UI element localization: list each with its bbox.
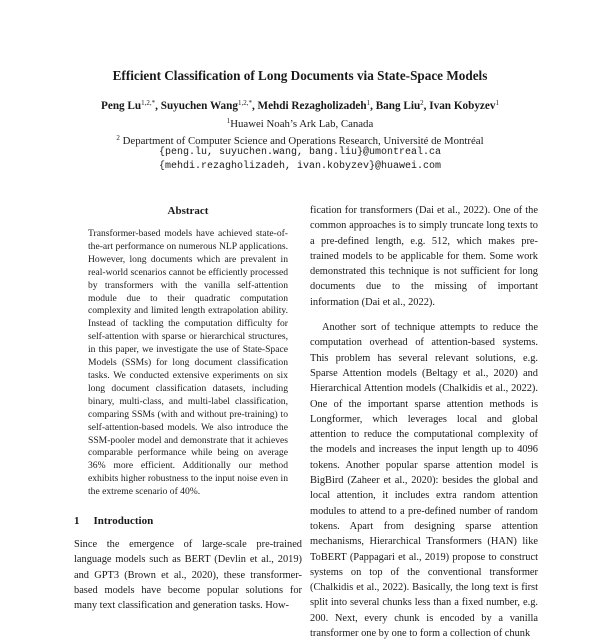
body-paragraph: fication for transformers (Dai et al., 2022). One of the common approaches is to simply truncate long texts to a pre-defined length, e.g. 512, which makes pre-trained models to be applicable for them. Some work demonstrated this technique is not sufficient for long documents due to the missing of important information (Dai et al., 2022). (310, 205, 538, 308)
right-column (310, 203, 538, 641)
abstract-heading: Abstract (167, 205, 209, 217)
author-name: Mehdi Rezagholizadeh (257, 100, 367, 112)
author-list: Peng $Lu^{1,2,*}$, Suyuchen Wang$^{1,2,*}$, Mehdi Rezagholizadeh$^1$, Bang Liu$^2$, Ivan Kobyzev$^1$ (101, 99, 499, 112)
affiliation-text: Department of Computer Science and Operations Research, Université de Montréal (122, 135, 484, 147)
author-affiliation-mark: 1,2,* (237, 99, 252, 107)
affiliation-1 (0, 114, 600, 131)
author-affiliation-mark: 1 (495, 99, 499, 107)
author-name: Bang Liu (375, 100, 421, 112)
author-affiliation-mark: 2 (420, 99, 424, 107)
body-paragraph: Another sort of technique attempts to reduce the computation overhead of attention-based systems. This problem has several relevant solutions, e.g. Sparse Attention models (Beltagy et al., 2020) and Hierarchical Attention models (Chalkidis et al., 2022). One of the important sparse attention methods is Longformer, which leverages local and global attention to reduce the computational complexity of the models and increases the input length up to 4096 tokens. Another popular sparse attention model is BigBird (Zaheer et al., 2020): besides the global and local attention, it includes extra random attention modules to attend to a pre-defined number of random tokens. Apart from designing sparse attention mechanisms, Hierarchical Transformers (HAN) like ToBERT (Pappagari et al., 2019) propose to construct systems on top of the conventional transformer (Chalkidis et al., 2022). Basically, the long text is first split into several chunks less than a fixed number, e.g. 200. Next, every chunk is encoded by a vanilla transformer one by one to form a collection of chunk (310, 322, 538, 640)
affiliation-mark: 1 (226, 117, 231, 125)
author-name: Suyuchen Wang (160, 100, 238, 112)
section-title: Introduction (93, 515, 154, 527)
author-name: Peng Lu (101, 100, 142, 112)
introduction-paragraph: Since the emergence of large-scale pre-trained language models such as BERT (Devlin et al., 2019) and GPT3 (Brown et al., 2020), these transformer-based models have become popular solutions for many text classification and generation tasks. How- (74, 539, 302, 612)
affiliation-text: Huawei Noah’s Ark Lab, Canada (230, 118, 374, 130)
affiliation-mark: 2 (116, 134, 120, 142)
section-number: 1 (74, 515, 80, 527)
email-line-1: {peng.lu, suyuchen.wang, bang.liu}@umontreal.ca (158, 147, 442, 158)
author-affiliation-mark: 1,2,* (141, 99, 156, 107)
paper-title: Efficient Classification of Long Documents via State-Space Models (112, 68, 488, 83)
abstract-text: Transformer-based models have achieved state-of-the-art performance on numerous NLP applications. However, long documents which are prevalent in real-world scenarios cannot be efficiently processed by transformers with the vanilla self-attention module due to their quadratic computation complexity and limited length extrapolation ability. Instead of tackling the computation difficulty for self-attention with sparse or hierarchical structures, in this paper, we investigate the use of State-Space Models (SSMs) for long document classification tasks. We conducted extensive experiments on six long document classification datasets, including binary, multi-class, and multi-label classification, comparing SSMs (with and without pre-training) to self-attention-based models. We also introduce the SSM-pooler model and demonstrate that it achieves comparable performance while being on average 36% more efficient. Additionally our method exhibits higher robustness to the input noise even in the extreme scenario of 40%. (88, 228, 288, 498)
email-line-2: {mehdi.rezagholizadeh, ivan.kobyzev}@huawei.com (158, 161, 442, 172)
section-heading (74, 515, 153, 527)
author-name: Ivan Kobyzev (429, 100, 496, 112)
author-affiliation-mark: 1 (366, 99, 371, 107)
